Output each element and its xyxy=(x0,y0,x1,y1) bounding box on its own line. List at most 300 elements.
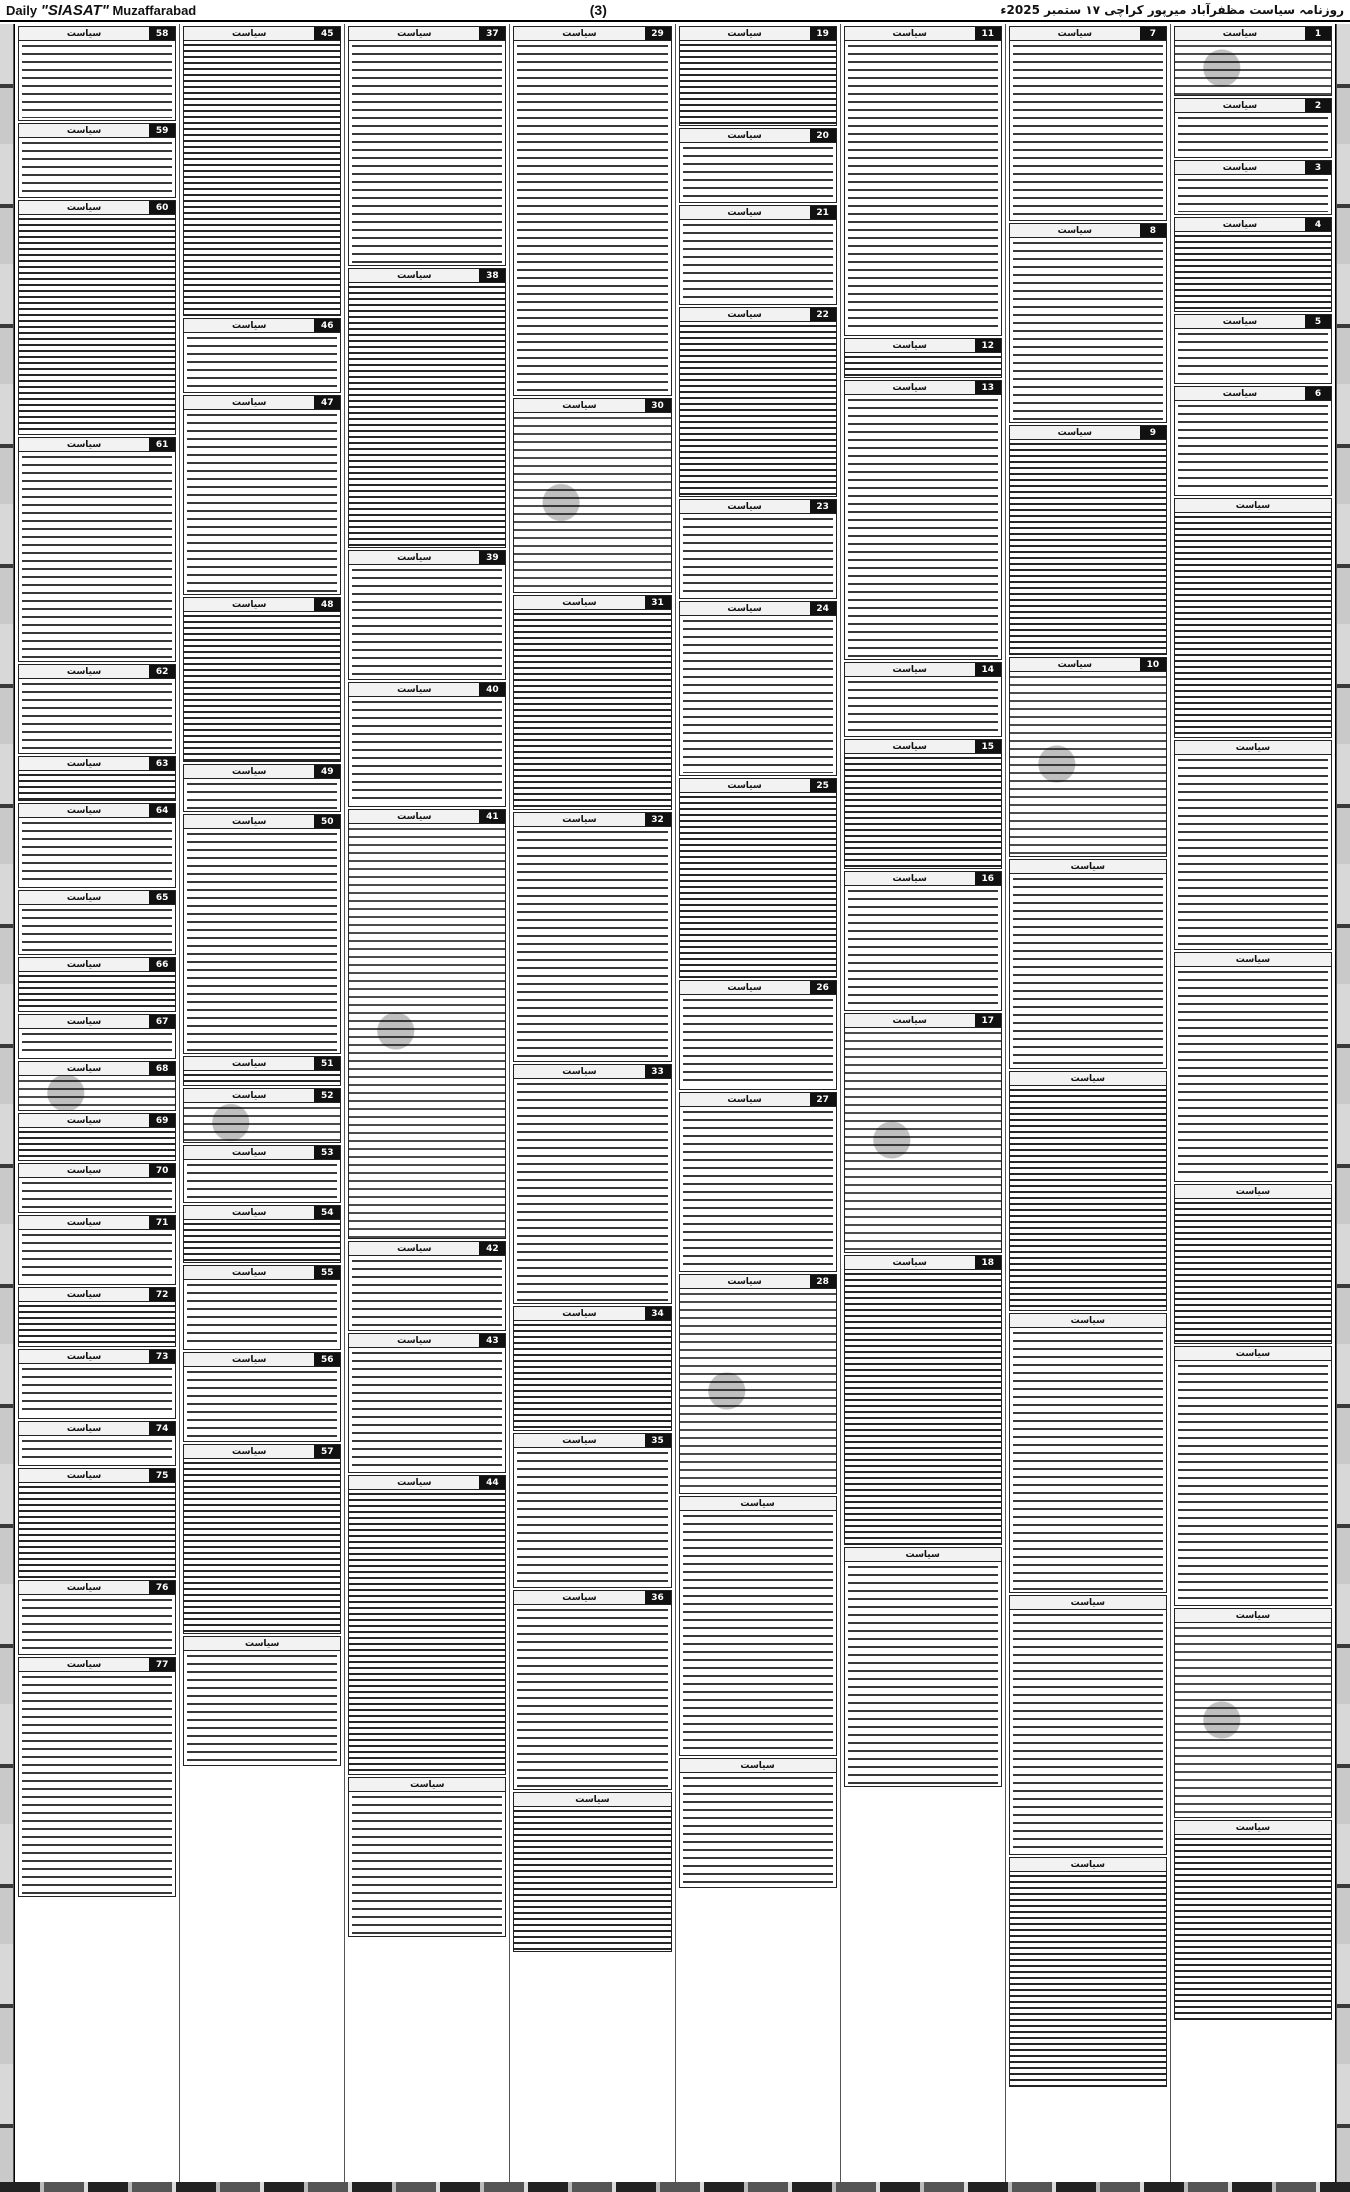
ad-body-text xyxy=(1010,1610,1166,1854)
classified-ad xyxy=(183,1352,341,1442)
ad-header xyxy=(1010,860,1166,874)
ad-body-text xyxy=(1175,175,1331,214)
ad-heading: سیاست xyxy=(1175,99,1305,112)
ad-heading: سیاست xyxy=(349,1334,479,1347)
ad-body-text xyxy=(845,353,1001,377)
ad-heading: سیاست xyxy=(19,124,149,137)
classified-ad xyxy=(844,380,1002,660)
ad-heading: سیاست xyxy=(184,1206,314,1219)
ad-number: 45 xyxy=(314,27,340,40)
ad-header xyxy=(845,1256,1001,1270)
ad-header xyxy=(184,1353,340,1367)
ad-body-text xyxy=(845,886,1001,1010)
classified-ad xyxy=(348,268,506,548)
classified-ad xyxy=(1009,1857,1167,2087)
classified-ad xyxy=(844,26,1002,336)
ad-body-text xyxy=(1175,113,1331,157)
ad-body-text xyxy=(184,333,340,392)
ad-body-text xyxy=(680,143,836,202)
classified-ad xyxy=(679,307,837,497)
ad-number: 26 xyxy=(810,981,836,994)
ad-heading: سیاست xyxy=(184,27,314,40)
ad-body-text xyxy=(349,1348,505,1472)
ad-heading: سیاست xyxy=(845,1548,1001,1561)
ad-body-text xyxy=(184,1651,340,1765)
ad-body-text xyxy=(184,1071,340,1085)
classified-ad xyxy=(844,1547,1002,1787)
ad-body-text xyxy=(184,1220,340,1262)
ad-heading: سیاست xyxy=(19,201,149,214)
classified-ad xyxy=(18,756,176,801)
ad-number: 41 xyxy=(479,810,505,823)
classified-ad xyxy=(348,1333,506,1473)
ad-number: 52 xyxy=(314,1089,340,1102)
ad-body-text xyxy=(19,1672,175,1896)
ad-header xyxy=(680,129,836,143)
ad-number: 53 xyxy=(314,1146,340,1159)
classified-ad xyxy=(1174,160,1332,215)
ad-body-text xyxy=(184,1280,340,1349)
ad-number: 72 xyxy=(149,1288,175,1301)
ad-body-text xyxy=(845,41,1001,335)
ad-body-text xyxy=(184,1367,340,1441)
ad-body-text xyxy=(19,1178,175,1212)
ad-header xyxy=(19,1350,175,1364)
classified-ad xyxy=(1009,657,1167,857)
ad-body-text xyxy=(845,1270,1001,1544)
classified-ad xyxy=(1174,498,1332,738)
classified-ad xyxy=(183,395,341,595)
classified-ad xyxy=(348,809,506,1239)
ad-header xyxy=(845,1014,1001,1028)
ad-body-text xyxy=(680,514,836,598)
ad-body-text xyxy=(349,1490,505,1774)
ad-header xyxy=(19,438,175,452)
ad-body-text xyxy=(680,1289,836,1493)
ad-header xyxy=(349,1476,505,1490)
classified-column xyxy=(675,24,840,2192)
ad-number: 18 xyxy=(975,1256,1001,1269)
ad-header xyxy=(845,740,1001,754)
page-number: (3) xyxy=(589,2,607,18)
ad-body-text xyxy=(1010,672,1166,856)
ad-header xyxy=(514,813,670,827)
classified-ad xyxy=(348,550,506,680)
ad-body-text xyxy=(680,220,836,304)
ad-header xyxy=(514,1307,670,1321)
ad-heading: سیاست xyxy=(349,1242,479,1255)
ad-number: 30 xyxy=(645,399,671,412)
ad-header xyxy=(349,1242,505,1256)
ad-heading: سیاست xyxy=(1175,741,1331,754)
ad-header xyxy=(19,958,175,972)
ad-number: 40 xyxy=(479,683,505,696)
ad-heading: سیاست xyxy=(19,958,149,971)
ad-body-text xyxy=(1175,755,1331,949)
ad-header xyxy=(1010,1072,1166,1086)
classified-ad xyxy=(348,1241,506,1331)
ad-heading: سیاست xyxy=(1175,27,1305,40)
ad-heading: سیاست xyxy=(1010,860,1166,873)
ad-number: 48 xyxy=(314,598,340,611)
ad-body-text xyxy=(184,41,340,315)
ad-heading: سیاست xyxy=(1010,27,1140,40)
ad-body-text xyxy=(1010,1872,1166,2086)
ad-header xyxy=(680,27,836,41)
ad-body-text xyxy=(19,905,175,954)
ad-heading: سیاست xyxy=(1175,387,1305,400)
ad-heading: سیاست xyxy=(19,1015,149,1028)
ad-heading: سیاست xyxy=(184,1146,314,1159)
ad-header xyxy=(514,596,670,610)
classified-column xyxy=(344,24,509,2192)
ad-header xyxy=(19,1288,175,1302)
ad-heading: سیاست xyxy=(184,1637,340,1650)
classified-ad xyxy=(679,1496,837,1756)
ad-number: 17 xyxy=(975,1014,1001,1027)
ad-number: 25 xyxy=(810,779,836,792)
ad-body-text xyxy=(1175,232,1331,311)
ad-body-text xyxy=(19,138,175,197)
ad-header xyxy=(19,1015,175,1029)
ad-number: 29 xyxy=(645,27,671,40)
ad-number: 46 xyxy=(314,319,340,332)
ad-heading: سیاست xyxy=(680,308,810,321)
ad-body-text xyxy=(19,1436,175,1465)
ad-heading: سیاست xyxy=(184,396,314,409)
ad-body-text xyxy=(514,1321,670,1430)
ad-header xyxy=(680,1275,836,1289)
ad-heading: سیاست xyxy=(184,1057,314,1070)
classified-ad xyxy=(18,1421,176,1466)
ad-body-text xyxy=(1175,41,1331,95)
ad-heading: سیاست xyxy=(1175,1347,1331,1360)
classified-ad xyxy=(1174,1820,1332,2020)
ad-number: 57 xyxy=(314,1445,340,1458)
classified-column xyxy=(15,24,179,2192)
ad-header xyxy=(184,1089,340,1103)
ad-body-text xyxy=(680,41,836,125)
ad-body-text xyxy=(349,283,505,547)
masthead-brand: "SIASAT" xyxy=(40,1,109,19)
ad-heading: سیاست xyxy=(349,810,479,823)
ad-body-text xyxy=(19,1595,175,1654)
classified-ad xyxy=(183,764,341,812)
ad-header xyxy=(1175,218,1331,232)
ad-body-text xyxy=(1010,1086,1166,1310)
classified-ad xyxy=(513,1306,671,1431)
ad-number: 60 xyxy=(149,201,175,214)
ad-body-text xyxy=(184,1103,340,1142)
classified-ad xyxy=(18,957,176,1012)
ad-header xyxy=(514,1591,670,1605)
classified-ad xyxy=(183,1205,341,1263)
ad-heading: سیاست xyxy=(184,765,314,778)
ad-body-text xyxy=(19,1128,175,1160)
ad-heading: سیاست xyxy=(19,1216,149,1229)
ad-body-text xyxy=(349,1792,505,1936)
classified-ad xyxy=(1009,1313,1167,1593)
ad-header xyxy=(184,27,340,41)
classified-ad xyxy=(679,1092,837,1272)
classified-ad xyxy=(18,26,176,121)
classified-ad xyxy=(18,1014,176,1059)
ad-number: 36 xyxy=(645,1591,671,1604)
classified-ad xyxy=(183,1056,341,1086)
ad-body-text xyxy=(1010,41,1166,220)
ad-heading: سیاست xyxy=(1010,658,1140,671)
ad-body-text xyxy=(1175,401,1331,495)
ad-number: 16 xyxy=(975,872,1001,885)
ad-header xyxy=(19,1469,175,1483)
ad-header xyxy=(680,206,836,220)
ad-number: 4 xyxy=(1305,218,1331,231)
classified-ad xyxy=(18,890,176,955)
masthead-prefix: Daily xyxy=(6,2,38,18)
classified-ad xyxy=(1174,952,1332,1182)
ad-header xyxy=(1175,499,1331,513)
ad-heading: سیاست xyxy=(184,1353,314,1366)
right-border-rail xyxy=(1336,24,1350,2192)
ad-number: 42 xyxy=(479,1242,505,1255)
classified-column xyxy=(179,24,344,2192)
ad-heading: سیاست xyxy=(349,1778,505,1791)
ad-number: 63 xyxy=(149,757,175,770)
ad-body-text xyxy=(349,1256,505,1330)
classified-ad xyxy=(1174,386,1332,496)
ad-body-text xyxy=(514,827,670,1061)
ad-number: 34 xyxy=(645,1307,671,1320)
ad-heading: سیاست xyxy=(1175,953,1331,966)
ad-heading: سیاست xyxy=(680,981,810,994)
ad-number: 11 xyxy=(975,27,1001,40)
ad-number: 22 xyxy=(810,308,836,321)
ad-header xyxy=(184,1146,340,1160)
ad-header xyxy=(680,602,836,616)
ad-header xyxy=(19,1114,175,1128)
classified-columns xyxy=(14,24,1336,2192)
classified-ad xyxy=(844,1013,1002,1253)
ad-number: 1 xyxy=(1305,27,1331,40)
ad-body-text xyxy=(1010,874,1166,1068)
ad-number: 76 xyxy=(149,1581,175,1594)
classified-ad xyxy=(18,1349,176,1419)
ad-heading: سیاست xyxy=(349,551,479,564)
classified-ad xyxy=(1174,1608,1332,1818)
ad-heading: سیاست xyxy=(1175,218,1305,231)
ad-body-text xyxy=(845,677,1001,736)
ad-header xyxy=(184,319,340,333)
classified-ad xyxy=(513,595,671,810)
ad-header xyxy=(349,551,505,565)
classified-ad xyxy=(183,1145,341,1203)
classified-ad xyxy=(1174,740,1332,950)
ad-header xyxy=(19,1164,175,1178)
masthead-city: Muzaffarabad xyxy=(112,2,197,18)
ad-header xyxy=(1175,1821,1331,1835)
ad-body-text xyxy=(19,1076,175,1110)
classified-ad xyxy=(679,980,837,1090)
ad-header xyxy=(1010,27,1166,41)
ad-number: 2 xyxy=(1305,99,1331,112)
ad-number: 73 xyxy=(149,1350,175,1363)
ad-heading: سیاست xyxy=(19,1469,149,1482)
ad-header xyxy=(1175,27,1331,41)
ad-body-text xyxy=(19,972,175,1011)
ad-heading: سیاست xyxy=(514,1065,644,1078)
ad-header xyxy=(19,891,175,905)
ad-heading: سیاست xyxy=(680,129,810,142)
ad-number: 35 xyxy=(645,1434,671,1447)
ad-body-text xyxy=(1010,1328,1166,1592)
ad-body-text xyxy=(1175,1835,1331,2019)
ad-heading: سیاست xyxy=(1010,1596,1166,1609)
classified-ad xyxy=(679,26,837,126)
ad-number: 54 xyxy=(314,1206,340,1219)
ad-heading: سیاست xyxy=(680,1497,836,1510)
ad-number: 21 xyxy=(810,206,836,219)
ad-body-text xyxy=(845,1028,1001,1252)
masthead-date-line: روزنامہ سیاست مظفرآباد میرپور کراچی ۱۷ ستمبر 2025ء xyxy=(1000,3,1344,17)
classified-ad xyxy=(1009,1595,1167,1855)
classified-ad xyxy=(18,1113,176,1161)
classified-ad xyxy=(679,601,837,776)
ad-body-text xyxy=(845,395,1001,659)
ad-heading: سیاست xyxy=(680,779,810,792)
ad-header xyxy=(514,399,670,413)
ad-header xyxy=(1010,1314,1166,1328)
ad-heading: سیاست xyxy=(514,1793,670,1806)
classified-ad xyxy=(844,1255,1002,1545)
ad-header xyxy=(845,27,1001,41)
classified-ad xyxy=(348,682,506,807)
ad-heading: سیاست xyxy=(349,27,479,40)
ad-number: 10 xyxy=(1140,658,1166,671)
ad-header xyxy=(514,27,670,41)
left-border-rail xyxy=(0,24,14,2192)
classified-ad xyxy=(18,1215,176,1285)
ad-heading: سیاست xyxy=(680,206,810,219)
ad-header xyxy=(845,1548,1001,1562)
ad-heading: سیاست xyxy=(514,1591,644,1604)
ad-body-text xyxy=(514,41,670,395)
ad-header xyxy=(19,1062,175,1076)
ad-heading: سیاست xyxy=(680,602,810,615)
ad-header xyxy=(184,815,340,829)
ad-heading: سیاست xyxy=(680,1759,836,1772)
ad-number: 70 xyxy=(149,1164,175,1177)
ad-header xyxy=(514,1434,670,1448)
ad-number: 28 xyxy=(810,1275,836,1288)
ad-heading: سیاست xyxy=(514,596,644,609)
ad-body-text xyxy=(184,410,340,594)
ad-number: 69 xyxy=(149,1114,175,1127)
classified-ad xyxy=(183,1444,341,1634)
ad-heading: سیاست xyxy=(19,27,149,40)
ad-number: 44 xyxy=(479,1476,505,1489)
ad-body-text xyxy=(1175,1361,1331,1605)
ad-body-text xyxy=(680,1511,836,1755)
classified-ad xyxy=(183,1088,341,1143)
ad-heading: سیاست xyxy=(1010,1314,1166,1327)
ad-heading: سیاست xyxy=(19,1164,149,1177)
ad-body-text xyxy=(680,1773,836,1887)
ad-number: 50 xyxy=(314,815,340,828)
ad-header xyxy=(349,683,505,697)
ad-number: 6 xyxy=(1305,387,1331,400)
ad-heading: سیاست xyxy=(845,381,975,394)
ad-header xyxy=(680,500,836,514)
ad-heading: سیاست xyxy=(845,872,975,885)
classified-ad xyxy=(844,739,1002,869)
ad-body-text xyxy=(845,1562,1001,1786)
ad-heading: سیاست xyxy=(1175,1609,1331,1622)
ad-body-text xyxy=(514,610,670,809)
ad-header xyxy=(845,381,1001,395)
ad-body-text xyxy=(19,215,175,434)
ad-body-text xyxy=(19,41,175,120)
ad-heading: سیاست xyxy=(845,663,975,676)
classified-ad xyxy=(844,662,1002,737)
ad-body-text xyxy=(680,616,836,775)
ad-heading: سیاست xyxy=(1010,1072,1166,1085)
ad-number: 3 xyxy=(1305,161,1331,174)
ad-body-text xyxy=(184,612,340,761)
classified-ad xyxy=(1174,26,1332,96)
ad-number: 9 xyxy=(1140,426,1166,439)
ad-header xyxy=(845,663,1001,677)
ad-heading: سیاست xyxy=(19,1114,149,1127)
classified-ad xyxy=(18,1163,176,1213)
classified-ad xyxy=(513,1433,671,1588)
classified-ad xyxy=(1009,859,1167,1069)
ad-heading: سیاست xyxy=(845,27,975,40)
ad-header xyxy=(845,339,1001,353)
ad-header xyxy=(680,1759,836,1773)
classified-ad xyxy=(513,1590,671,1790)
ad-number: 55 xyxy=(314,1266,340,1279)
classified-ad xyxy=(513,1792,671,1952)
ad-header xyxy=(19,201,175,215)
ad-header xyxy=(184,1637,340,1651)
ad-header xyxy=(680,779,836,793)
ad-header xyxy=(184,1057,340,1071)
ad-body-text xyxy=(680,1107,836,1271)
classified-column xyxy=(1170,24,1335,2192)
ad-header xyxy=(680,1093,836,1107)
ad-body-text xyxy=(1175,329,1331,383)
ad-header xyxy=(349,27,505,41)
ad-number: 75 xyxy=(149,1469,175,1482)
ad-body-text xyxy=(1175,967,1331,1181)
ad-number: 31 xyxy=(645,596,671,609)
classified-ad xyxy=(348,1777,506,1937)
ad-heading: سیاست xyxy=(1010,224,1140,237)
ad-header xyxy=(1175,953,1331,967)
ad-number: 37 xyxy=(479,27,505,40)
ad-number: 15 xyxy=(975,740,1001,753)
ad-header xyxy=(1175,161,1331,175)
ad-body-text xyxy=(349,41,505,265)
ad-header xyxy=(680,1497,836,1511)
classified-column xyxy=(1005,24,1170,2192)
ad-header xyxy=(19,1422,175,1436)
classified-ad xyxy=(18,1061,176,1111)
ad-heading: سیاست xyxy=(349,269,479,282)
classified-ad xyxy=(513,26,671,396)
ad-body-text xyxy=(1010,440,1166,654)
ad-number: 19 xyxy=(810,27,836,40)
